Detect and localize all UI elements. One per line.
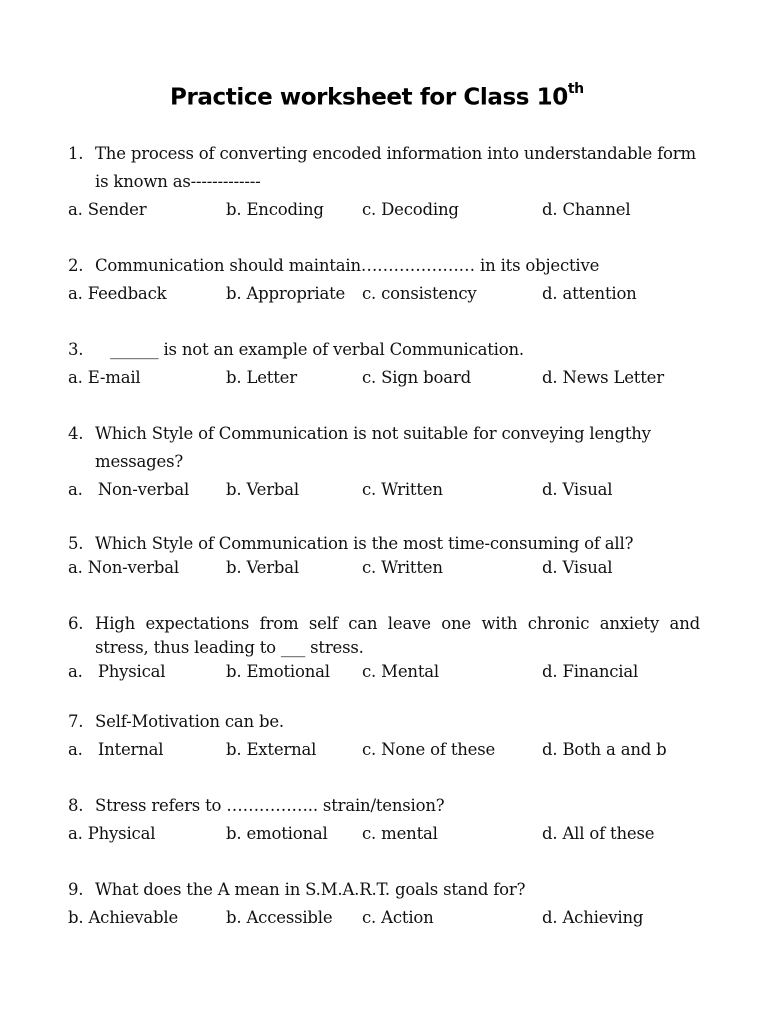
question-number: 9.: [68, 880, 84, 899]
question-stem: [68, 532, 700, 556]
option-a: a. Non-verbal: [68, 558, 179, 577]
option-b: b. External: [226, 740, 317, 759]
option-b: b. Verbal: [226, 480, 299, 499]
option-a: a. Physical: [68, 824, 156, 843]
option-a: b. Achievable: [68, 908, 179, 927]
question-text: Stress refers to …………….. strain/tension?: [95, 796, 445, 815]
option-c: c. Action: [362, 908, 434, 927]
option-c: c. Decoding: [362, 200, 459, 219]
question-3: [68, 336, 700, 392]
question-stem: [68, 252, 700, 280]
question-text: Which Style of Communication is not suitable for conveying lengthy messages?: [95, 424, 651, 471]
question-stem: [68, 708, 700, 736]
option-b: b. Encoding: [226, 200, 324, 219]
question-stem: [68, 612, 700, 660]
option-b: b. Emotional: [226, 662, 330, 681]
question-text: High expectations from self can leave one with chronic anxiety and stress, thus leading to ___ stress.: [95, 614, 700, 657]
question-6: [68, 612, 700, 684]
option-c: c. consistency: [362, 284, 477, 303]
option-a: a. E-mail: [68, 368, 141, 387]
question-number: 4.: [68, 424, 84, 443]
option-a: a. Physical: [68, 662, 166, 681]
option-a: a. Internal: [68, 740, 164, 759]
options-row: [68, 660, 700, 684]
question-number: 6.: [68, 614, 84, 633]
option-c: c. mental: [362, 824, 438, 843]
options-row: [68, 196, 700, 224]
option-d: d. Financial: [542, 662, 639, 681]
title-text: Practice worksheet for Class 10: [170, 84, 568, 111]
options-row: [68, 476, 700, 504]
question-text: ______ is not an example of verbal Communication.: [95, 340, 524, 359]
option-c: c. Mental: [362, 662, 439, 681]
question-stem: [68, 792, 700, 820]
options-row: [68, 736, 700, 764]
option-a: a. Feedback: [68, 284, 167, 303]
option-d: d. Visual: [542, 480, 613, 499]
option-c: c. None of these: [362, 740, 496, 759]
option-b: b. Verbal: [226, 558, 299, 577]
option-a: a. Non-verbal: [68, 480, 190, 499]
title-superscript: th: [567, 81, 584, 97]
option-c: c. Written: [362, 558, 443, 577]
question-text: Self-Motivation can be.: [95, 712, 284, 731]
options-row: [68, 904, 700, 932]
question-7: [68, 708, 700, 764]
question-number: 2.: [68, 256, 84, 275]
question-stem: [68, 876, 700, 904]
question-number: 5.: [68, 534, 84, 553]
question-text: The process of converting encoded information into understandable form is known as-------------: [95, 144, 696, 191]
option-d: d. Both a and b: [542, 740, 667, 759]
options-row: [68, 820, 700, 848]
option-d: d. News Letter: [542, 368, 664, 387]
option-d: d. attention: [542, 284, 637, 303]
option-c: c. Written: [362, 480, 443, 499]
question-2: [68, 252, 700, 308]
option-d: d. Channel: [542, 200, 631, 219]
question-number: 1.: [68, 144, 84, 163]
question-8: [68, 792, 700, 848]
question-4: [68, 420, 700, 504]
question-text: What does the A mean in S.M.A.R.T. goals stand for?: [95, 880, 526, 899]
option-b: b. Accessible: [226, 908, 333, 927]
question-text: Communication should maintain………………… in its objective: [95, 256, 600, 275]
question-text: Which Style of Communication is the most time-consuming of all?: [95, 534, 634, 553]
worksheet-title: [170, 81, 584, 111]
option-d: d. Visual: [542, 558, 613, 577]
option-d: d. All of these: [542, 824, 655, 843]
question-stem: [68, 140, 700, 196]
question-9: [68, 876, 700, 932]
option-c: c. Sign board: [362, 368, 471, 387]
options-row: [68, 556, 700, 580]
question-number: 8.: [68, 796, 84, 815]
question-stem: [68, 336, 700, 364]
question-1: [68, 140, 700, 224]
option-b: b. Appropriate: [226, 284, 346, 303]
option-b: b. Letter: [226, 368, 297, 387]
question-5: [68, 532, 700, 580]
option-b: b. emotional: [226, 824, 328, 843]
options-row: [68, 280, 700, 308]
question-stem: [68, 420, 700, 476]
question-number: 7.: [68, 712, 84, 731]
options-row: [68, 364, 700, 392]
option-d: d. Achieving: [542, 908, 644, 927]
option-a: a. Sender: [68, 200, 147, 219]
question-number: 3.: [68, 340, 84, 359]
